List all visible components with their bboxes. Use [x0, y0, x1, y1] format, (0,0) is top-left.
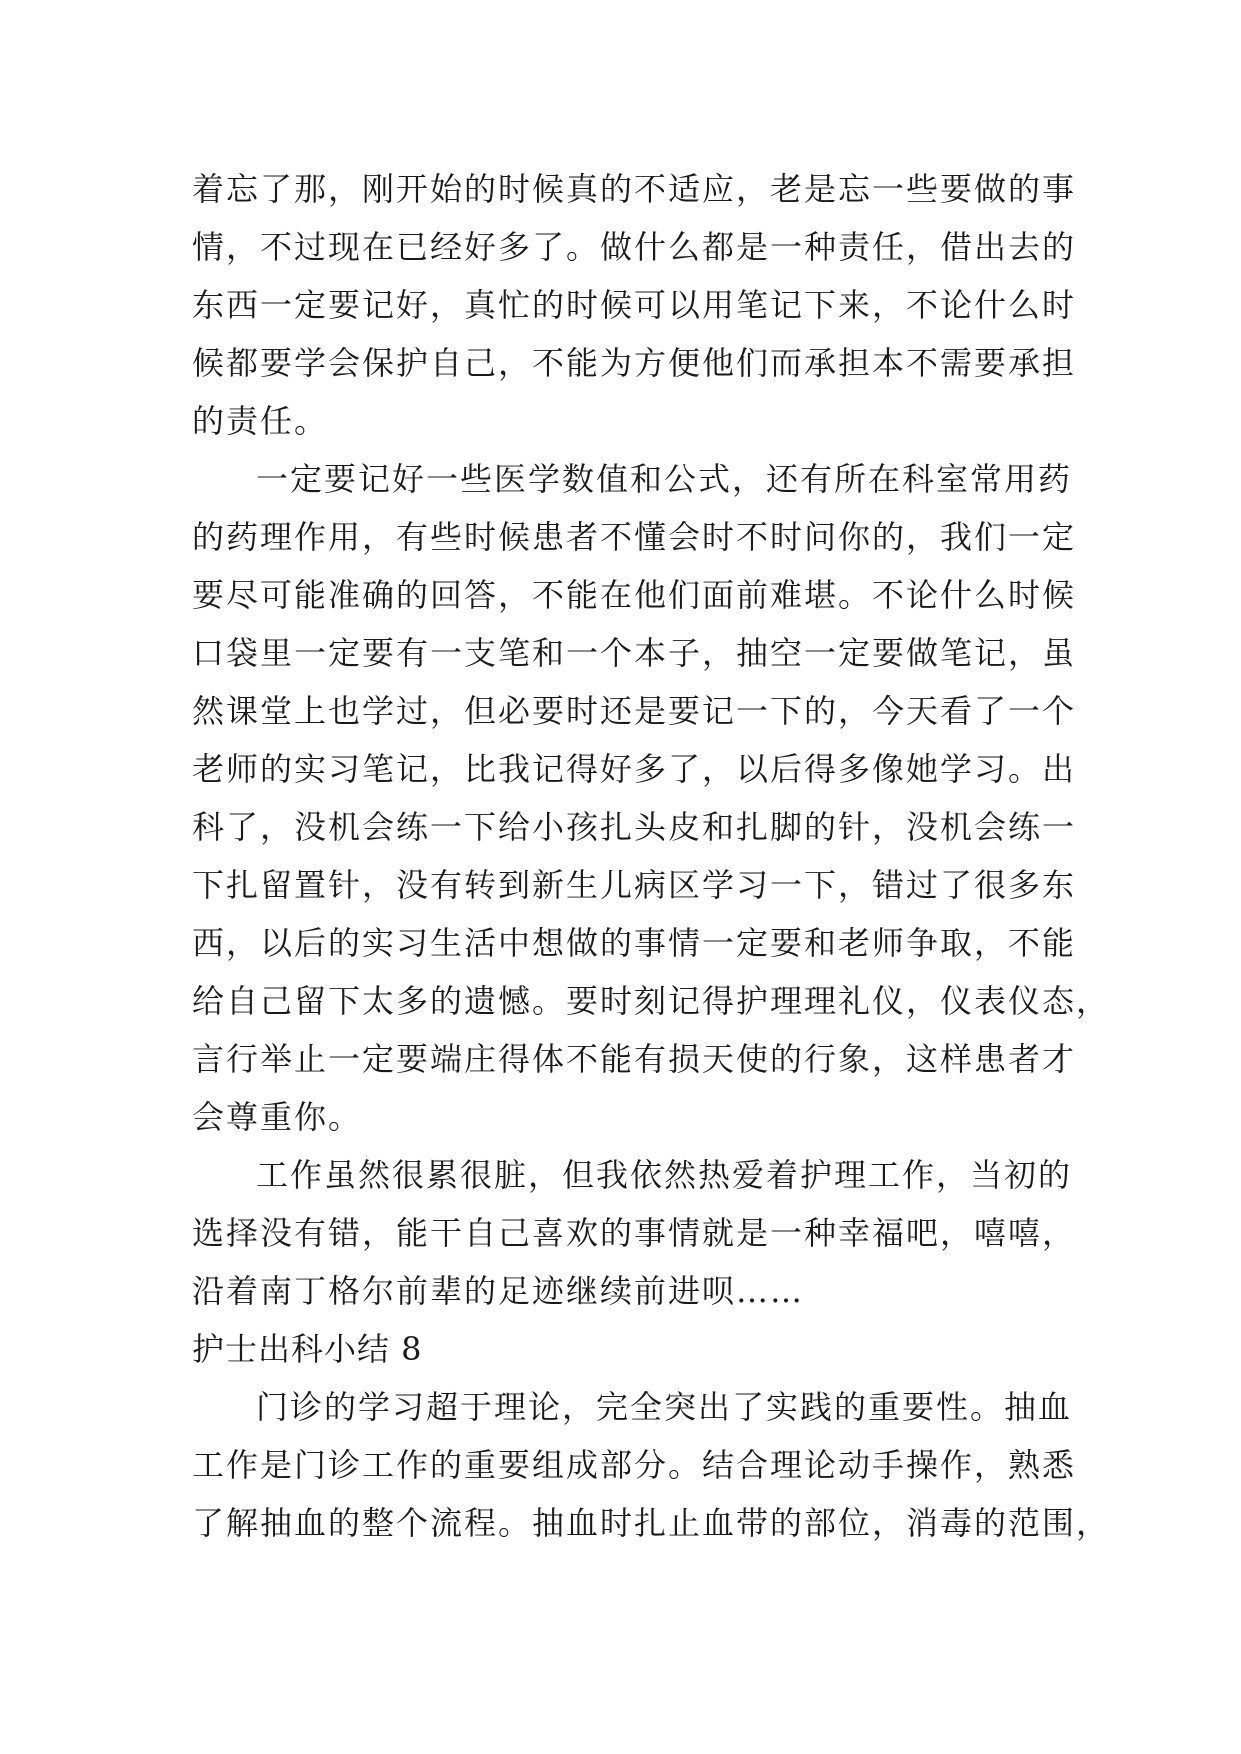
text-line: 西，以后的实习生活中想做的事情一定要和老师争取，不能: [192, 924, 1077, 962]
text-line: 言行举止一定要端庄得体不能有损天使的行象，这样患者才: [192, 1040, 1077, 1078]
text-line: 着忘了那，刚开始的时候真的不适应，老是忘一些要做的事: [192, 170, 1077, 208]
text-line: 东西一定要记好，真忙的时候可以用笔记下来，不论什么时: [192, 286, 1077, 324]
text-line: 科了，没机会练一下给小孩扎头皮和扎脚的针，没机会练一: [192, 808, 1077, 846]
text-line: 然课堂上也学过，但必要时还是要记一下的，今天看了一个: [192, 692, 1077, 730]
text-line: 要尽可能准确的回答，不能在他们面前难堪。不论什么时候: [192, 576, 1077, 614]
text-line: 情，不过现在已经好多了。做什么都是一种责任，借出去的: [192, 228, 1077, 266]
document-body: [192, 160, 1111, 1552]
section-heading: 护士出科小结 8: [192, 1330, 423, 1368]
text-line: 选择没有错，能干自己喜欢的事情就是一种幸福吧，嘻嘻，: [192, 1214, 1077, 1252]
text-line: 的责任。: [192, 402, 329, 440]
text-line: 一定要记好一些医学数值和公式，还有所在科室常用药: [256, 460, 1073, 498]
paragraph: [192, 1146, 1077, 1320]
paragraph: [192, 1378, 1111, 1552]
text-line: 门诊的学习超于理论，完全突出了实践的重要性。抽血: [256, 1388, 1073, 1426]
text-line: 候都要学会保护自己，不能为方便他们而承担本不需要承担: [192, 344, 1077, 382]
text-line: 口袋里一定要有一支笔和一个本子，抽空一定要做笔记，虽: [192, 634, 1077, 672]
text-line: 工作虽然很累很脏，但我依然热爱着护理工作，当初的: [256, 1156, 1073, 1194]
text-line: 工作是门诊工作的重要组成部分。结合理论动手操作，熟悉: [192, 1446, 1077, 1484]
text-line: 给自己留下太多的遗憾。要时刻记得护理理礼仪，仪表仪态，: [192, 982, 1111, 1020]
paragraph: [192, 450, 1111, 1146]
paragraph: [192, 160, 1077, 450]
text-line: 的药理作用，有些时候患者不懂会时不时问你的，我们一定: [192, 518, 1077, 556]
text-line: 了解抽血的整个流程。抽血时扎止血带的部位，消毒的范围，: [192, 1504, 1111, 1542]
text-line: 沿着南丁格尔前辈的足迹继续前进呗……: [192, 1272, 805, 1310]
text-line: 老师的实习笔记，比我记得好多了，以后得多像她学习。出: [192, 750, 1077, 788]
text-line: 会尊重你。: [192, 1098, 363, 1136]
text-line: 下扎留置针，没有转到新生儿病区学习一下，错过了很多东: [192, 866, 1077, 904]
